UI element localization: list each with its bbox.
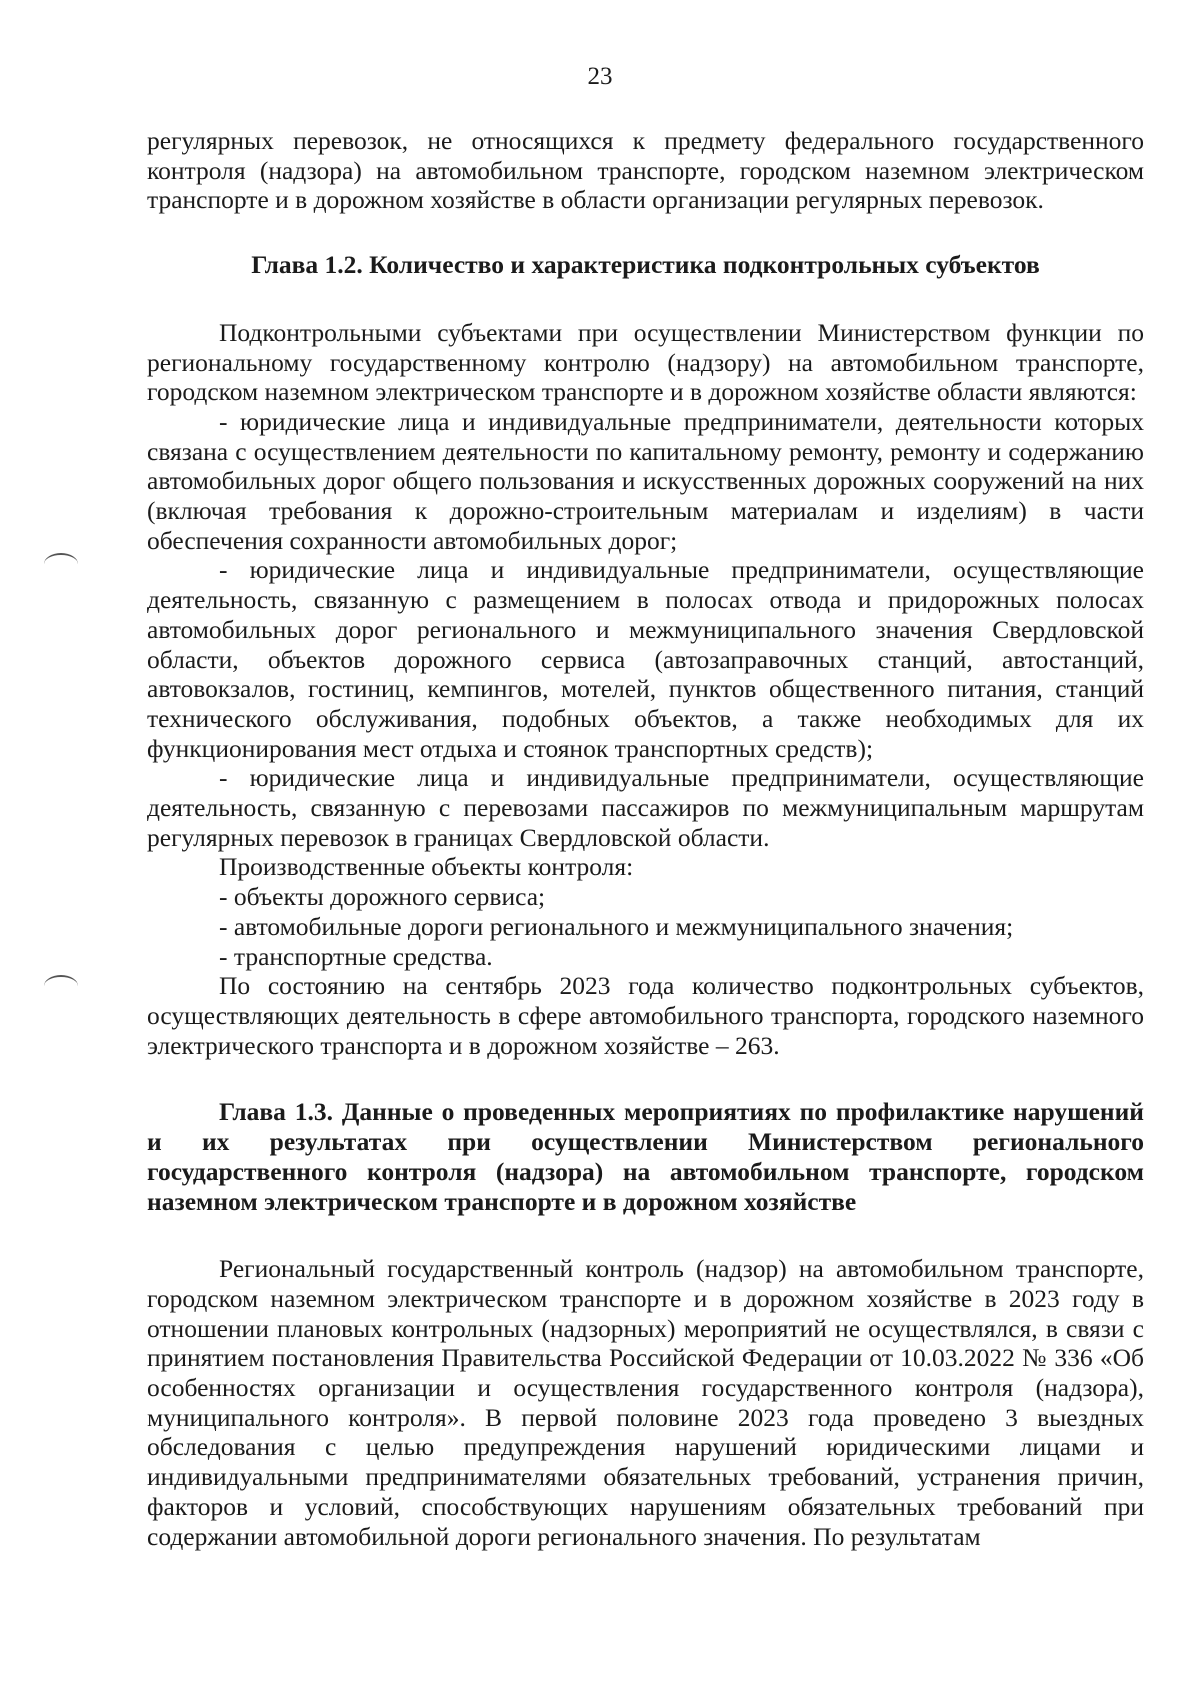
chapter-1-3-heading: Глава 1.3. Данные о проведенных мероприятиях по профилактике нарушений и их результатах при осуществлении Министерством регионального государственного контроля (надзора) на автомобильном транспорте, городском наземном электрическом транспорте и в дорожном хозяйстве	[147, 1097, 1144, 1216]
control-object-item: - объекты дорожного сервиса;	[219, 882, 546, 912]
subjects-count-paragraph: По состоянию на сентябрь 2023 года количество подконтрольных субъектов, осуществляющих деятельность в сфере автомобильного транспорта, городского наземного электрического транспорта и в дорожном хозяйстве – 263.	[147, 971, 1144, 1060]
binding-hole-mark	[44, 975, 78, 997]
subject-item: - юридические лица и индивидуальные предприниматели, осуществляющие деятельность, связанную с перевозами пассажиров по межмуниципальным маршрутам регулярных перевозок в границах Свердловской области.	[147, 763, 1144, 852]
binding-hole-mark	[44, 553, 78, 575]
control-object-item: - транспортные средства.	[219, 941, 493, 971]
control-object-item: - автомобильные дороги регионального и межмуниципального значения;	[219, 911, 1014, 941]
chapter-1-2-heading: Глава 1.2. Количество и характеристика подконтрольных субъектов	[251, 250, 1040, 280]
prevention-results-paragraph: Региональный государственный контроль (надзор) на автомобильном транспорте, городском наземном электрическом транспорте и в дорожном хозяйстве в 2023 году в отношении плановых контрольных (надзорных) мероприятий не осуществлялся, в связи с принятием постановления Правительства Российской Федерации от 10.03.2022 № 336 «Об особенностях организации и осуществления государственного контроля (надзора), муниципального контроля». В первой половине 2023 года проведено 3 выездных обследования с целью предупреждения нарушений юридическими лицами и индивидуальными предпринимателями обязательных требований, устранения причин, факторов и условий, способствующих нарушениям обязательных требований при содержании автомобильной дороги регионального значения. По результатам	[147, 1254, 1144, 1551]
document-body	[147, 126, 1144, 1551]
intro-paragraph: регулярных перевозок, не относящихся к предмету федерального государственного контроля (надзора) на автомобильном транспорте, городском наземном электрическом транспорте и в дорожном хозяйстве в области организации регулярных перевозок.	[147, 126, 1144, 215]
control-objects-title: Производственные объекты контроля:	[219, 852, 634, 882]
subject-item: - юридические лица и индивидуальные предприниматели, осуществляющие деятельность, связанную с размещением в полосах отвода и придорожных полосах автомобильных дорог регионального и межмуниципального значения Свердловской области, объектов дорожного сервиса (автозаправочных станций, автостанций, автовокзалов, гостиниц, кемпингов, мотелей, пунктов общественного питания, станций технического обслуживания, подобных объектов, а также необходимых для их функционирования мест отдыха и стоянок транспортных средств);	[147, 555, 1144, 763]
subjects-lead-paragraph: Подконтрольными субъектами при осуществлении Министерством функции по региональному государственному контролю (надзору) на автомобильном транспорте, городском наземном электрическом транспорте и в дорожном хозяйстве области являются:	[147, 317, 1144, 407]
subject-item: - юридические лица и индивидуальные предприниматели, деятельности которых связана с осуществлением деятельности по капитальному ремонту, ремонту и содержанию автомобильных дорог общего пользования и искусственных дорожных сооружений на них (включая требования к дорожно-строительным материалам и изделиям) в части обеспечения сохранности автомобильных дорог;	[147, 406, 1144, 555]
page-number: 23	[587, 63, 613, 90]
